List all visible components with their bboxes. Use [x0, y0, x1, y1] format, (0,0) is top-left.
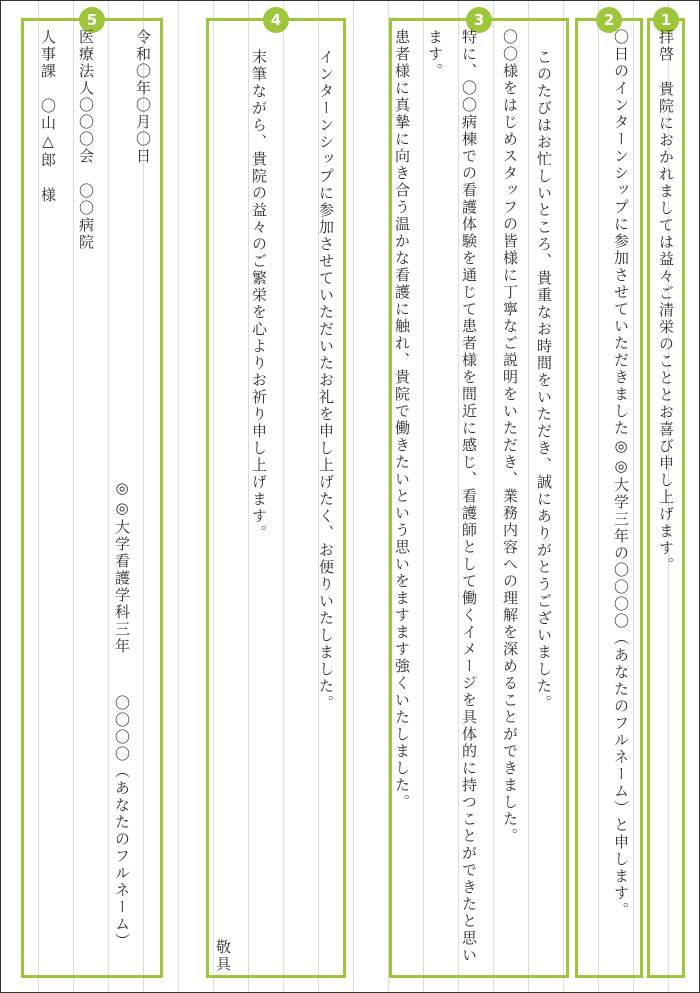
experience-line: 特に、〇〇病棟での看護体験を通じて患者様を間近に感じ、看護師として働くイメージを具体的に持つことができたと思います。: [426, 29, 478, 964]
recipient-person: [36, 29, 60, 204]
closing-wish-line: 末筆ながら、貴院の益々のご繁栄を心よりお祈り申し上げます。: [250, 49, 268, 542]
section-number-badge: 3: [466, 7, 492, 33]
organization-name: 医療法人〇〇〇会: [77, 29, 95, 165]
section-thanks-body: [389, 11, 569, 978]
honorific: 様: [39, 187, 57, 204]
section-closing: [206, 11, 346, 978]
closing-word: 敬具: [214, 939, 232, 973]
recipient-organization: [74, 29, 98, 251]
self-introduction-text: 〇日のインターンシップに参加させていただきました◎◎大学三年の〇〇〇〇（あなたのフルネーム）と申します。: [612, 29, 630, 919]
recipient-name: 〇山△郎: [39, 98, 57, 169]
hospital-name: 〇〇病院: [77, 183, 95, 251]
section-number-badge: 2: [596, 7, 622, 33]
sender-name: 〇〇〇〇（あなたのフルネーム）: [113, 695, 131, 950]
letter-date: 令和〇年〇月〇日: [134, 29, 152, 165]
section-addresses: [21, 11, 163, 978]
section-number-badge: 4: [263, 7, 289, 33]
greeting-line: [654, 29, 678, 969]
explanation-line: 〇〇様をはじめスタッフの皆様に丁寧なご説明をいただき、業務内容への理解を深めることができました。: [501, 29, 519, 845]
motivation-line: 患者様に真摯に向き合う温かな看護に触れ、貴院で働きたいという思いをますます強くいたしました。: [393, 29, 411, 811]
thanks-line: このたびはお忙しいところ、貴重なお時間をいただき、誠にありがとうございました。: [535, 49, 553, 712]
sender-signature: [110, 479, 134, 950]
purpose-line: インターンシップに参加させていただいたお礼を申し上げたく、お便りいたしました。: [317, 49, 335, 712]
section-number-badge: 1: [653, 7, 679, 33]
section-number-badge: 5: [79, 7, 105, 33]
opening-word: 拝啓: [657, 29, 675, 63]
section-self-introduction: [575, 11, 643, 978]
section-greeting: [647, 11, 685, 978]
sender-school: ◎◎大学看護学科三年: [113, 479, 131, 655]
seasonal-greeting: 貴院におかれましては益々ご清栄のこととお喜び申し上げます。: [657, 81, 675, 574]
department-name: 人事課: [39, 29, 57, 80]
